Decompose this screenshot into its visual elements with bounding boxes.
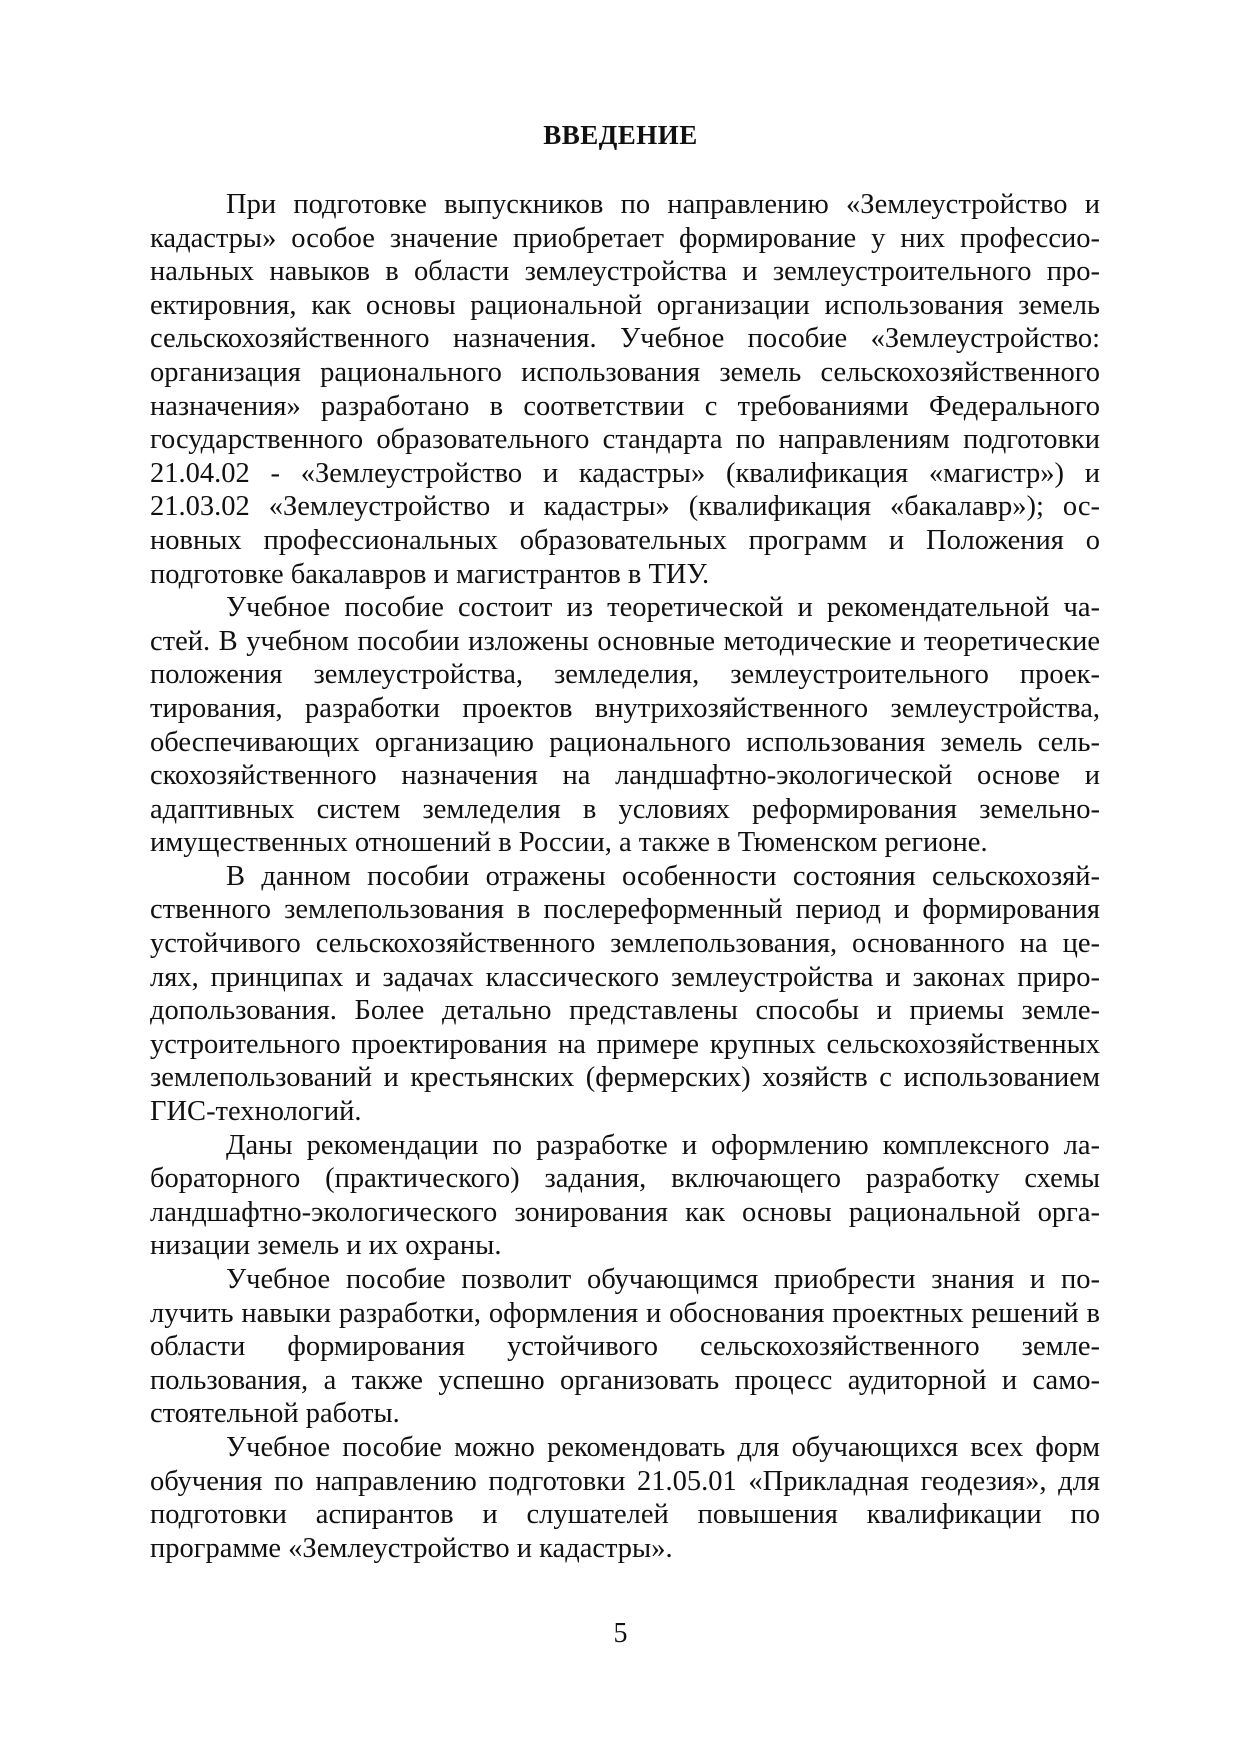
body-text — [150, 188, 1100, 1565]
section-title: ВВЕДЕНИЕ — [543, 120, 698, 150]
paragraph-5: Учебное пособие позволит обучающимся приобрести знания и получить навыки разработки, оформления и обоснования проектных решений в области формирования устойчивого сельскохозяйственного землепользования, а также успешно организовать процесс аудиторной и самостоятельной работы. — [150, 1264, 1100, 1430]
page-number: 5 — [613, 1618, 628, 1649]
paragraph-4: Даны рекомендации по разработке и оформлению комплексного лабораторного (практического) задания, включающего разработку схемы ландшафтно-экологического зонирования как основы рациональной организации земель и их охраны. — [150, 1129, 1100, 1262]
paragraph-1: При подготовке выпускников по направлению «Землеустройство и кадастры» особое значение приобретает формирование у них профессиональных навыков в области землеустройства и землеустроительного проектировния, как основы рациональной организации использования земель сельскохозяйственного назначения. Учебное пособие «Землеустройство: организация рационального использования земель сельскохозяйственного назначения» разработано в соответствии с требованиями Федерального государственного образовательного стандарта по направлениям подготовки 21.04.02 - «Землеустройство и кадастры» (квалификация «магистр») и 21.03.02 «Землеустройство и кадастры» (квалификация «бакалавр»); основных профессиональных образовательных программ и Положения о подготовке бакалавров и магистрантов в ТИУ. — [150, 189, 1100, 590]
paragraph-6: Учебное пособие можно рекомендовать для обучающихся всех форм обучения по направлению подготовки 21.05.01 «Прикладная геодезия», для подготовки аспирантов и слушателей повышения квалификации по программе «Землеустройство и кадастры». — [150, 1431, 1100, 1564]
paragraph-2: Учебное пособие состоит из теоретической и рекомендательной частей. В учебном пособии изложены основные методические и теоретические положения землеустройства, земледелия, землеустроительного проектирования, разработки проектов внутрихозяйственного землеустройства, обеспечивающих организацию рационального использования земель сельскохозяйственного назначения на ландшафтно-экологической основе и адаптивных систем земледелия в условиях реформирования земельно-имущественных отношений в России, а также в Тюменском регионе. — [150, 592, 1100, 859]
paragraph-3: В данном пособии отражены особенности состояния сельскохозяйственного землепользования в послереформенный период и формирования устойчивого сельскохозяйственного землепользования, основанного на целях, принципах и задачах классического землеустройства и законах природопользования. Более детально представлены способы и приемы землеустроительного проектирования на примере крупных сельскохозяйственных землепользований и крестьянских (фермерских) хозяйств с использованием ГИС-технологий. — [150, 860, 1100, 1128]
